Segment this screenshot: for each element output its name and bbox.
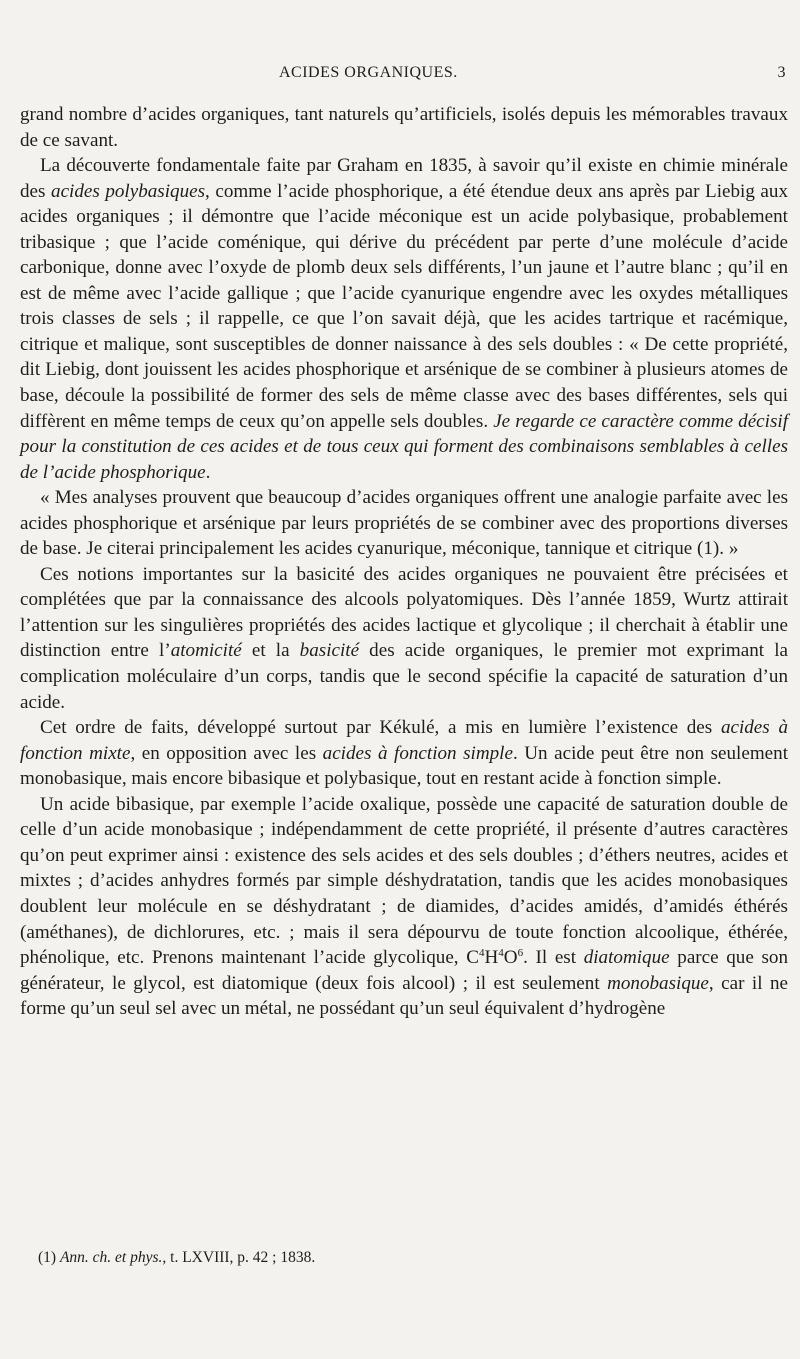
text-run: grand nombre d’acides organiques, tant naturels qu’artificiels, isolés depuis les mémorables travaux de ce savant. (20, 104, 788, 151)
text-run: H (484, 947, 499, 969)
running-title: ACIDES ORGANIQUES. (279, 64, 458, 81)
superscript: 4 (478, 947, 485, 960)
text-run: , car il ne forme qu’un seul sel avec un métal, ne possédant qu’un seul équivalent d’hydrogène (20, 972, 788, 1020)
text-run: « Mes analyses prouvent que beaucoup d’acides organiques offrent une analogie parfaite avec les acides phosphorique et arsénique par leurs propriétés de se combiner avec des proportions diverses de base. Je citerai principalement les acides cyanurique, méconique, tannique et citrique (1). » (20, 487, 788, 560)
paragraph (20, 102, 788, 153)
text-run: Ces notions importantes sur la basicité des acides organiques ne pouvaient être précisées et complétées que par la connaissance des alcools polyatomiques. Dès l’année 1859, Wurtz attirait l’attention sur les singulières propriétés des acides lactique et glycolique ; il cherchait à établir une distinction entre l’ (20, 563, 788, 662)
paragraph (20, 792, 788, 1022)
page-number: 3 (777, 64, 786, 81)
text-run: , t. LXVIII, p. 42 ; 1838. (162, 1249, 316, 1266)
paragraph (20, 715, 788, 792)
text-run: O (503, 947, 518, 969)
italic-text: acides polybasiques (51, 180, 206, 202)
text-run: des acide organiques, le premier mot exprimant la complication moléculaire d’un corps, tandis que le second spécifie la capacité de saturation d’un acide. (20, 640, 788, 713)
paragraph (20, 485, 788, 562)
text-run: Cet ordre de faits, développé surtout par Kékulé, a mis en lumière l’existence des (40, 717, 721, 739)
text-run: . Un acide peut être non seulement monobasique, mais encore bibasique et polybasique, tout en restant acide à fonction simple. (20, 742, 788, 790)
superscript: 4 (498, 947, 504, 960)
italic-text: atomicité (170, 640, 242, 662)
body-text (20, 102, 788, 1022)
italic-text: diatomique (583, 947, 670, 969)
text-run: (1) (38, 1249, 60, 1266)
paragraph (20, 153, 788, 485)
superscript: 6 (517, 947, 524, 960)
text-run: La découverte fondamentale faite par Graham en 1835, à savoir qu’il existe en chimie minérale des (20, 155, 788, 202)
footnote (38, 1249, 778, 1267)
text-run: , comme l’acide phosphorique, a été étendue deux ans après par Liebig aux acides organiques ; il démontre que l’acide méconique est un acide polybasique, probablement tribasique ; que l’acide coménique, qui dérive du précédent par perte d’une molécule d’acide carbonique, donne avec l’oxyde de plomb deux sels différents, l’un jaune et l’autre blanc ; qu’il en est de même avec l’acide gallique ; que l’acide cyanurique engendre avec les oxydes métalliques trois classes de sels ; il rappelle, ce que l’on savait déjà, que les acides tartrique et racémique, citrique et malique, sont susceptibles de donner naissance à des sels doubles : « De cette propriété, dit Liebig, dont jouissent les acides phosphorique et arsénique de se combiner à plusieurs atomes de base, découle la possibilité de former des sels de même classe avec des bases différentes, sels qui diffèrent en même temps de ceux qu’on appelle sels doubles. (20, 180, 788, 432)
text-run: . (205, 461, 211, 483)
italic-text: Je regarde ce caractère comme décisif pour la constitution de ces acides et de tous ceux qui forment des combinaisons semblables à celles de l’acide phosphorique (20, 410, 788, 483)
italic-text: Ann. ch. et phys. (59, 1249, 163, 1266)
text-run: parce que son générateur, le glycol, est diatomique (deux fois alcool) ; il est seulement (20, 947, 789, 994)
text-run: , en opposition avec les (130, 742, 323, 764)
paragraph (20, 562, 788, 715)
text-run: . Il est (523, 947, 584, 969)
italic-text: monobasique (607, 972, 709, 994)
text-run: et la (241, 640, 300, 662)
italic-text: acides à fonction simple (322, 742, 513, 764)
italic-text: basicité (299, 640, 360, 662)
text-run: Un acide bibasique, par exemple l’acide oxalique, possède une capacité de saturation double de celle d’un acide monobasique ; indépendamment de cette propriété, il présente d’autres caractères qu’on peut exprimer ainsi : existence des sels acides et des sels doubles ; d’éthers neutres, acides et mixtes ; d’acides anhydres formés par simple déshydratation, tandis que les acides monobasiques doublent leur molécule en se déshydratant ; de diamides, d’acides amidés, d’amidés éthérés (améthanes), de dichlorures, etc. ; mais il sera dépourvu de toute fonction alcoolique, éthérée, phénolique, etc. Prenons maintenant l’acide glycolique, C (20, 793, 788, 969)
running-header (0, 64, 800, 86)
italic-text: acides à fonction mixte (20, 717, 788, 764)
